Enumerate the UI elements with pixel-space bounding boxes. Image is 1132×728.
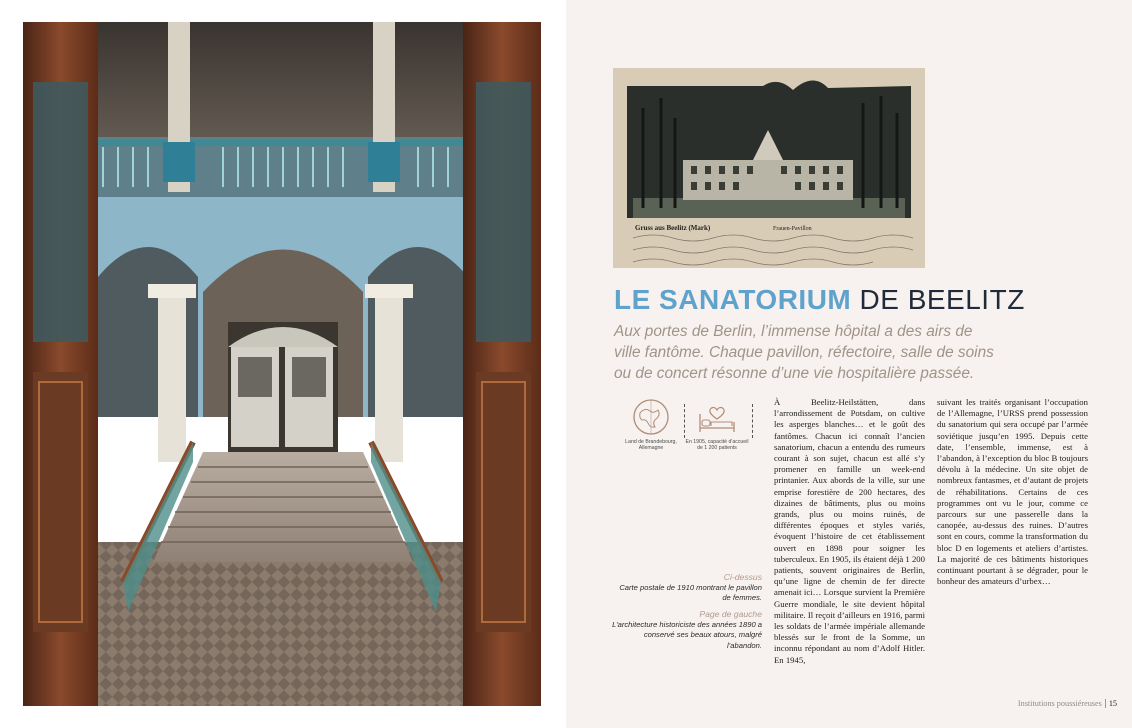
location-caption: Land de Brandebourg, Allemagne [625,439,677,452]
caption-left-page-heading: Page de gauche [699,609,762,619]
article-subtitle: Aux portes de Berlin, l’immense hôpital a des airs de ville fantôme. Chaque pavillon, réfectoire, salle de soins ou de concert résonne d’une vie hospitalière passée. [614,323,994,382]
left-page [0,0,560,728]
sanatorium-hall-photo [23,22,541,706]
body-column-2: suivant les traités organisant l’occupation de l’Allemagne, l’URSS prend possession du sanatorium qui sera occupé par l’armée soviétique jusqu’en 1995. Depuis cette date, l’ensemble, immense, est à l’abandon, à l’exception du bloc B toujours dévolu à la médecine. Un site objet de nombreux fantasmes, et d’autant de projets de réhabilitations. Certains de ces programmes ont vu le jour, comme ce parcours sur une passerelle dans la canopée, au-dessus des ruines. D’autres sont en cours, comme la transformation du bloc D en logements et ateliers d’artistes. La majorité de ces bâtiments historiques continuant pourtant à se dégrader, pour le bonheur des amateurs d’urbex… [937,397,1088,587]
caption-left-page-text: L’architecture historiciste des années 1890 a conservé ses beaux atours, malgré l’abandon. [612,619,762,650]
divider [752,404,753,438]
location-infobox [618,398,684,451]
capacity-infobox [684,398,750,451]
body-column-1: À Beelitz-Heilstätten, dans l’arrondissement de Potsdam, on cultive les asperges blanches… et le goût des fantômes. Chacun ici connaît l’ancien sanatorium, chacun a entendu des rumeurs courant à son sujet, chacun est allé s’y promener en famille un week-end printanier. Aux abords de la ville, sur une emprise forestière de 200 hectares, des dizaines de bâtiments, plus ou moins grands, plus ou moins ruinés, de différentes époques et styles variés, évoquent l’histoire de cet établissement ouvert en 1898 pour soigner les tuberculeux. En 1905, ils étaient déjà 1 200 patients, souvent originaires de Berlin, qu’une ligne de chemin de fer directe amenait ici… Lorsque survient la Première Guerre mondiale, le site devient hôpital militaire. Il reçoit d’ailleurs en 1916, parmi les soldats de l’armée impériale allemande blessés sur le front de la Somme, un inconnu répondant au nom d’Adolf Hitler. En 1945, [774,397,925,665]
article-title [614,284,1114,316]
title-rest: DE BEELITZ [851,284,1025,315]
caption-left-page [612,609,762,651]
globe-icon [632,398,670,436]
postcard-header-text: Gruss aus Beelitz (Mark) [635,224,711,232]
page-number: 15 [1105,699,1117,708]
caption-above-heading: Ci-dessus [723,572,762,582]
footer-section: Institutions poussiéreuses [1017,699,1102,708]
capacity-caption: En 1905, capacité d'accueil de 1 200 patients [685,439,749,452]
caption-above [612,572,762,604]
caption-above-text: Carte postale de 1910 montrant le pavillon de femmes. [619,582,762,603]
bed-heart-icon [696,398,738,436]
postcard-pavilion-text: Frauen-Pavillon [773,226,812,232]
page-footer [1018,699,1117,708]
title-accent: LE SANATORIUM [614,284,852,315]
postcard-image [613,68,925,268]
